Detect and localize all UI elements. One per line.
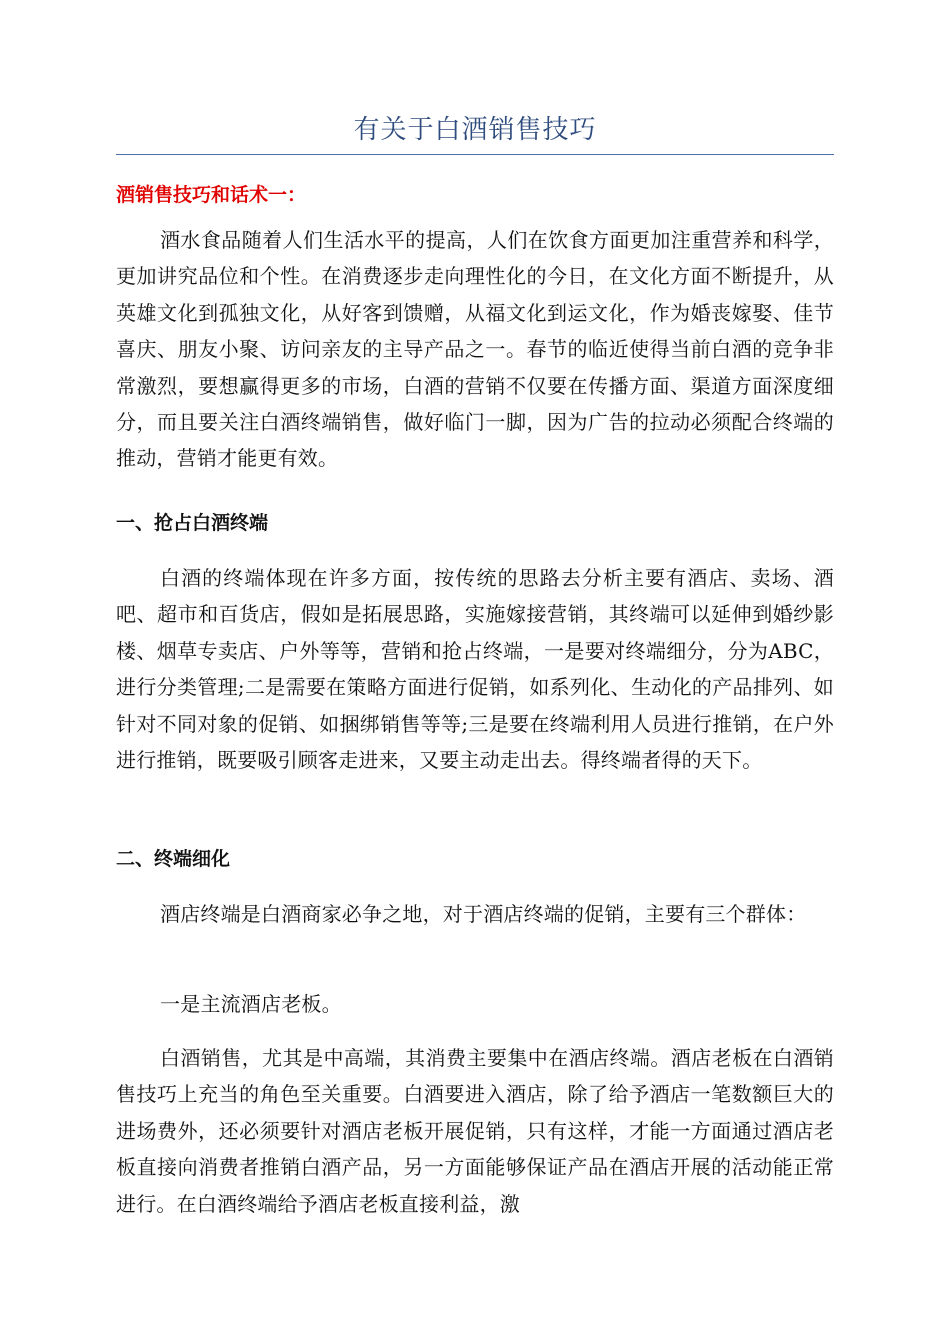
document-title: 有关于白酒销售技巧: [353, 115, 597, 145]
paragraph-sales: 白酒销售，尤其是中高端，其消费主要集中在酒店终端。酒店老板在白酒销售技巧上充当的角色至关重要。白酒要进入酒店，除了给予酒店一笔数额巨大的进场费外，还必须要针对酒店老板开展促销，只有这样，才能一方面通过酒店老板直接向消费者推销白酒产品，另一方面能够保证产品在酒店开展的活动能正常进行。在白酒终端给予酒店老板直接利益，激: [116, 1046, 834, 1216]
title-underline: [116, 154, 834, 155]
paragraph-hotel-terminal: 酒店终端是白酒商家必争之地，对于酒店终端的促销，主要有三个群体：: [160, 902, 807, 926]
heading-seize-terminal: 一、抢占白酒终端: [116, 512, 269, 534]
section-heading-red: 酒销售技巧和话术一：: [116, 184, 307, 206]
paragraph-terminal: 白酒的终端体现在许多方面，按传统的思路去分析主要有酒店、卖场、酒吧、超市和百货店，假如是拓展思路，实施嫁接营销，其终端可以延伸到婚纱影楼、烟草专卖店、户外等等，营销和抢占终端，一是要对终端细分，分为ABC，进行分类管理;二是需要在策略方面进行促销，如系列化、生动化的产品排列、如针对不同对象的促销、如捆绑销售等等;三是要在终端利用人员进行推销，在户外进行推销，既要吸引顾客走进来，又要主动走出去。得终端者得的天下。: [116, 566, 834, 773]
heading-terminal-segmentation: 二、终端细化: [116, 848, 231, 870]
paragraph-intro: 酒水食品随着人们生活水平的提高，人们在饮食方面更加注重营养和科学，更加讲究品位和个性。在消费逐步走向理性化的今日，在文化方面不断提升，从英雄文化到孤独文化，从好客到馈赠，从福文化到运文化，作为婚丧嫁娶、佳节喜庆、朋友小聚、访问亲友的主导产品之一。春节的临近使得当前白酒的竞争非常激烈，要想赢得更多的市场，白酒的营销不仅要在传播方面、渠道方面深度细分，而且要关注白酒终端销售，做好临门一脚，因为广告的拉动必须配合终端的推动，营销才能更有效。: [116, 228, 834, 471]
paragraph-hotel-owner: 一是主流酒店老板。: [160, 992, 342, 1016]
